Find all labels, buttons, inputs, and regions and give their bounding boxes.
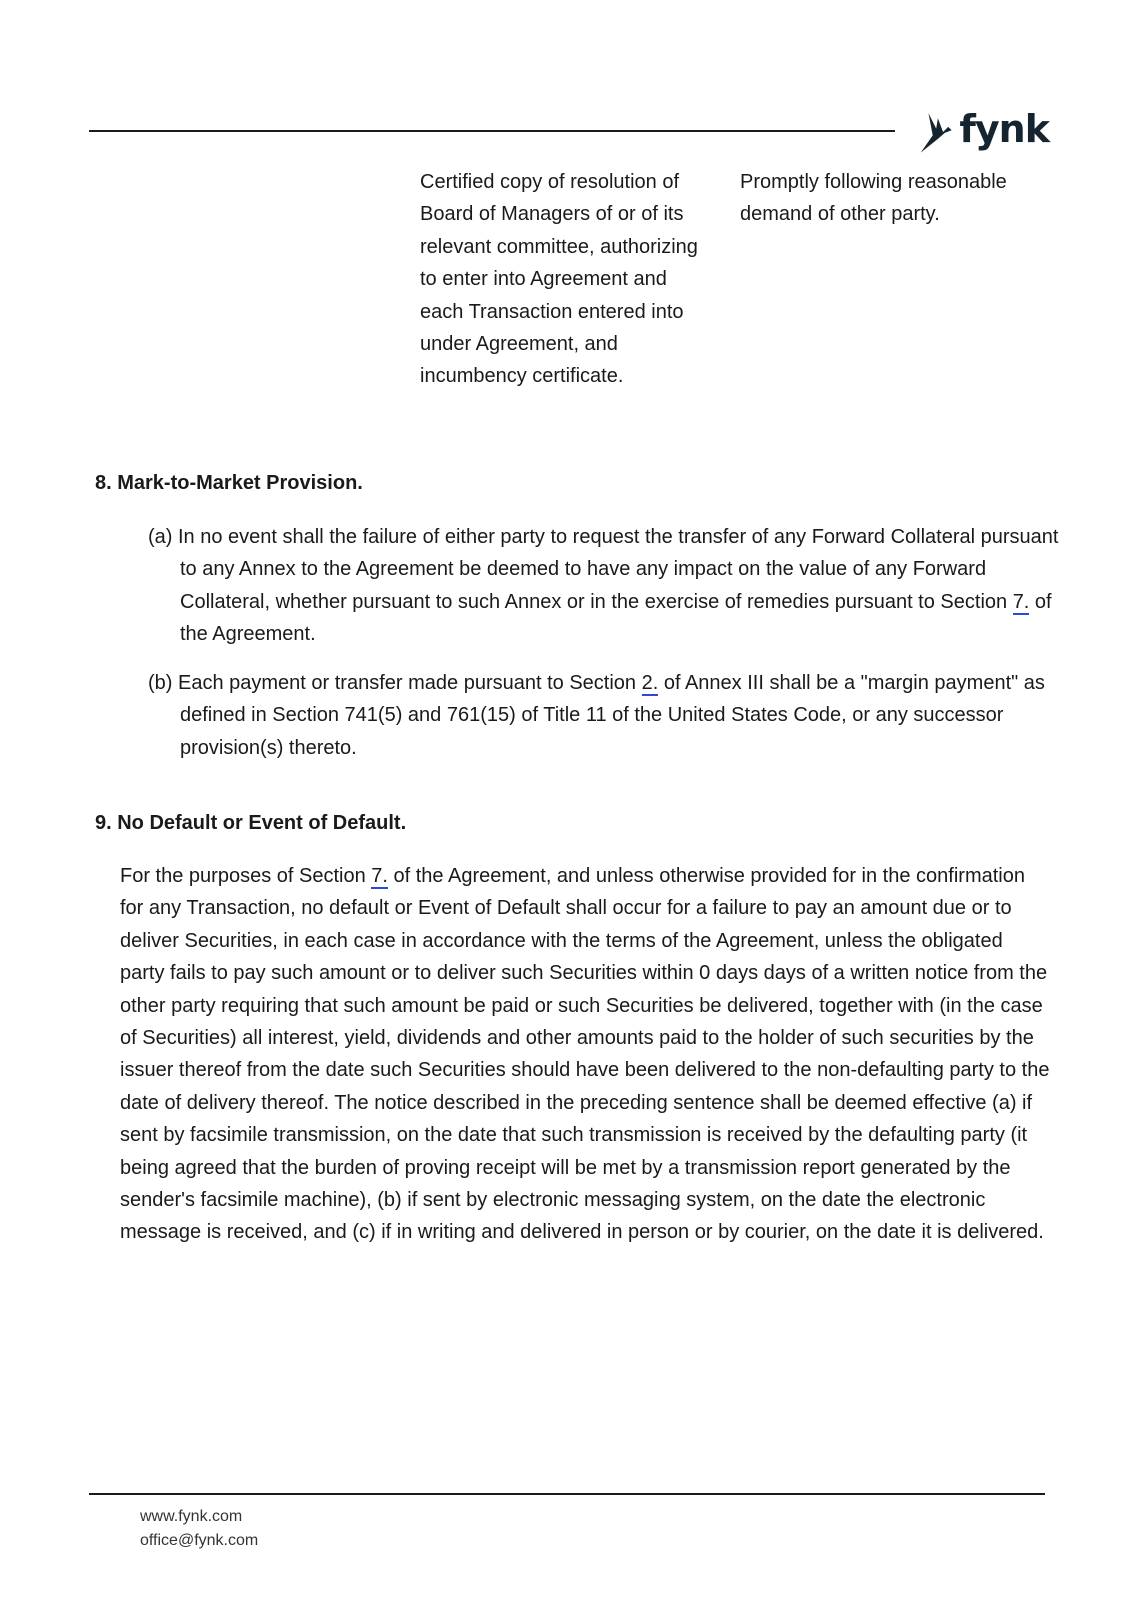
fynk-logo bbox=[919, 104, 1049, 160]
section-9-text-start: For the purposes of Section bbox=[120, 865, 372, 887]
section-8-para-a bbox=[148, 521, 1080, 651]
section-9-para bbox=[120, 860, 1050, 1249]
para-b-text-end: of Annex III shall be a "margin payment" as defined in Section 741(5) and 761(15) of Title 11 of the United States Code, or any successor provision(s) thereto. bbox=[180, 672, 1045, 759]
logo-wordmark: fynk bbox=[959, 107, 1049, 151]
para-b-text-start: (b) Each payment or transfer made pursuant to Section bbox=[148, 672, 642, 694]
section-9-text-end: of the Agreement, and unless otherwise provided for in the confirmation for any Transaction, no default or Event of Default shall occur for a failure to pay an amount due or to deliver Securities, in each case in accordance with the terms of the Agreement, unless the obligated party fails to pay such amount or to deliver such Securities within 0 days days of a written notice from the other party requiring that such amount be paid or such Securities be delivered, together with (in the case of Securities) all interest, yield, dividends and other amounts paid to the holder of such securities by the issuer thereof from the date such Securities should have been delivered to the non-defaulting party to the date of delivery thereof. The notice described in the preceding sentence shall be deemed effective (a) if sent by facsimile transmission, on the date that such transmission is received by the defaulting party (it being agreed that the burden of proving receipt will be met by a transmission report generated by the sender's facsimile machine), (b) if sent by electronic messaging system, on the date the electronic message is received, and (c) if in writing and delivered in person or by courier, on the date it is delivered. bbox=[120, 865, 1050, 1244]
date-required-cell: Promptly following reasonable demand of other party. bbox=[740, 171, 1007, 226]
section-8-para-b bbox=[148, 667, 1080, 764]
section-2-link[interactable]: 2. bbox=[641, 672, 659, 694]
section-7-link[interactable]: 7. bbox=[1012, 590, 1030, 613]
footer bbox=[140, 1505, 258, 1553]
para-a-text-end: of the Agreement. bbox=[180, 590, 1052, 646]
section-9-heading: 9. No Default or Event of Default. bbox=[95, 812, 407, 834]
para-a-text-start: (a) In no event shall the failure of either party to request the transfer of any Forward Collateral pursuant to any Annex to the Agreement be deemed to have any impact on the value of any Forward Collateral, whether pursuant to such Annex or in the exercise of remedies pursuant to Section bbox=[148, 526, 1059, 613]
section-7-link-2[interactable]: 7. bbox=[371, 865, 388, 887]
section-8-heading: 8. Mark-to-Market Provision. bbox=[95, 472, 363, 494]
fynk-bird-icon bbox=[919, 106, 953, 158]
header-rule bbox=[89, 130, 895, 132]
footer-website: www.fynk.com bbox=[140, 1508, 243, 1525]
footer-email: office@fynk.com bbox=[140, 1532, 259, 1549]
footer-rule bbox=[89, 1493, 1045, 1495]
conditions-table-row bbox=[420, 166, 1060, 393]
document-cell: Certified copy of resolution of Board of Managers of or of its relevant committee, authorizing to enter into Agreement and each Transaction entered into under Agreement, and incumbency certificate. bbox=[420, 171, 698, 388]
